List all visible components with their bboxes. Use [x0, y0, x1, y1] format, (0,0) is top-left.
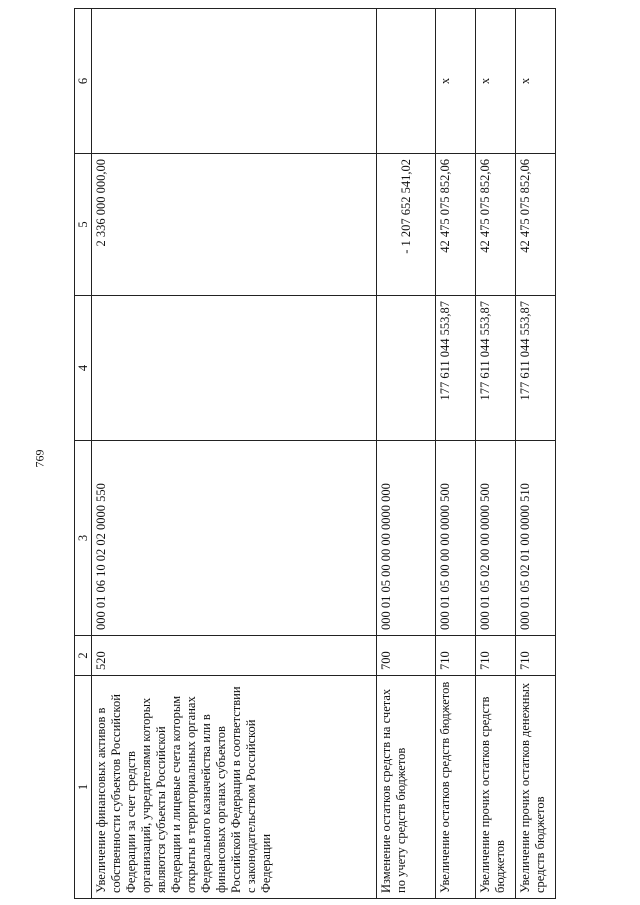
row-col4-cell: 177 611 044 553,87 — [476, 296, 516, 441]
row-code-cell: 700 — [377, 636, 436, 676]
row-col4-cell — [92, 296, 377, 441]
header-cell-3: 3 — [75, 441, 92, 636]
row-col5-cell: 42 475 075 852,06 — [436, 154, 476, 296]
row-kbk-cell: 000 01 05 00 00 00 0000 500 — [436, 441, 476, 636]
row-col4-cell: 177 611 044 553,87 — [516, 296, 556, 441]
row-code-cell: 710 — [516, 636, 556, 676]
budget-table-frame — [74, 9, 549, 899]
row-name-cell: Увеличение прочих остатков денежных средств бюджетов — [516, 676, 556, 899]
row-col5-cell: 2 336 000 000,00 — [92, 154, 377, 296]
row-col6-cell — [377, 9, 436, 154]
header-cell-5: 5 — [75, 154, 92, 296]
header-cell-4: 4 — [75, 296, 92, 441]
table-row — [377, 9, 436, 899]
row-kbk-cell: 000 01 05 02 01 00 0000 510 — [516, 441, 556, 636]
row-kbk-cell: 000 01 05 00 00 00 0000 000 — [377, 441, 436, 636]
row-col6-cell: x — [516, 9, 556, 154]
page-number-text: 769 — [32, 449, 47, 467]
row-col6-cell: x — [476, 9, 516, 154]
row-name-cell: Изменение остатков средств на счетах по учету средств бюджетов — [377, 676, 436, 899]
row-col5-cell: 42 475 075 852,06 — [476, 154, 516, 296]
row-code-cell: 710 — [476, 636, 516, 676]
row-name-cell: Увеличение финансовых активов в собственности субъектов Российской Федерации за счет средств организаций, учредителями которых являются субъекты Российской Федерации и лицевые счета которым открыты в территориальных органах Федерального казначейства или в финансовых органах субъектов Российской Федерации в соответствии с законодательством Российской Федерации — [92, 676, 377, 899]
row-col4-cell — [377, 296, 436, 441]
row-name-cell: Увеличение прочих остатков средств бюджетов — [476, 676, 516, 899]
row-col6-cell — [92, 9, 377, 154]
row-col4-cell: 177 611 044 553,87 — [436, 296, 476, 441]
table-row — [92, 9, 377, 899]
row-code-cell: 520 — [92, 636, 377, 676]
table-row — [476, 9, 516, 899]
row-kbk-cell: 000 01 05 02 00 00 0000 500 — [476, 441, 516, 636]
row-col5-cell: - 1 207 652 541,02 — [377, 154, 436, 296]
page-number — [30, 443, 50, 473]
row-kbk-cell: 000 01 06 10 02 02 0000 550 — [92, 441, 377, 636]
table-header-row — [75, 9, 92, 899]
budget-table — [74, 8, 556, 899]
header-cell-2: 2 — [75, 636, 92, 676]
header-cell-1: 1 — [75, 676, 92, 899]
header-cell-6: 6 — [75, 9, 92, 154]
row-col5-cell: 42 475 075 852,06 — [516, 154, 556, 296]
row-code-cell: 710 — [436, 636, 476, 676]
table-row — [436, 9, 476, 899]
table-row — [516, 9, 556, 899]
row-col6-cell: x — [436, 9, 476, 154]
row-name-cell: Увеличение остатков средств бюджетов — [436, 676, 476, 899]
